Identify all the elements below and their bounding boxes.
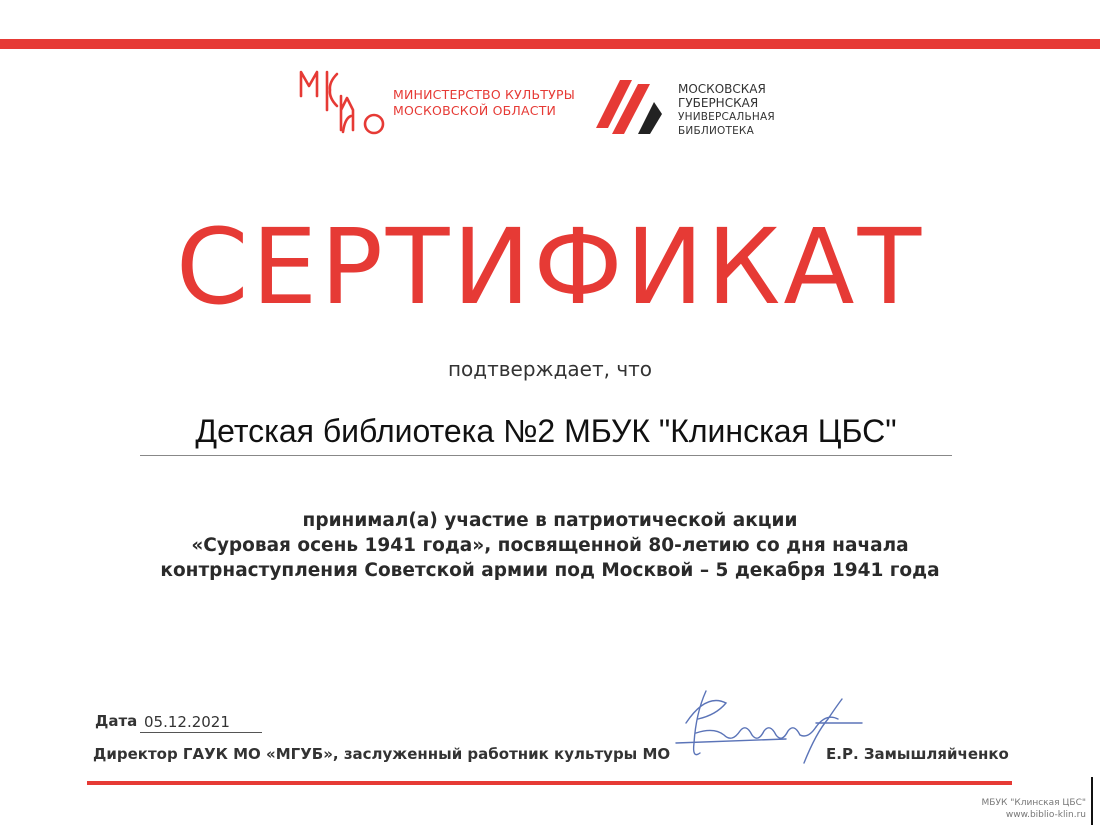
certificate-title: СЕРТИФИКАТ — [175, 206, 925, 328]
ministry-name — [393, 87, 575, 119]
body-line-2: «Суровая осень 1941 года», посвященной 80-летию со дня начала — [191, 535, 909, 556]
library-logo-icon — [594, 78, 666, 136]
certificate-body — [100, 508, 1000, 583]
director-name: Е.Р. Замышляйченко — [826, 745, 1009, 763]
director-title: Директор ГАУК МО «МГУБ», заслуженный работник культуры МО — [93, 745, 671, 763]
library-name-line4: БИБЛИОТЕКА — [678, 125, 754, 137]
body-line-1: принимал(а) участие в патриотической акции — [302, 510, 798, 531]
top-accent-bar — [0, 39, 1100, 49]
ministry-name-line1: МИНИСТЕРСТВО КУЛЬТУРЫ — [393, 87, 575, 102]
confirms-text: подтверждает, что — [447, 357, 653, 381]
watermark-divider — [1091, 777, 1093, 825]
library-name-line2: ГУБЕРНСКАЯ — [678, 96, 759, 110]
library-name-line3: УНИВЕРСАЛЬНАЯ — [678, 111, 775, 123]
date-label: Дата — [95, 712, 138, 730]
library-name-line1: МОСКОВСКАЯ — [678, 82, 766, 96]
recipient-name: Детская библиотека №2 МБУК "Клинская ЦБС" — [195, 413, 897, 449]
ministry-name-line2: МОСКОВСКОЙ ОБЛАСТИ — [393, 103, 557, 118]
library-name — [678, 82, 775, 138]
watermark — [982, 797, 1086, 821]
body-line-3: контрнаступления Советской армии под Москвой – 5 декабря 1941 года — [160, 560, 940, 581]
bottom-accent-bar — [87, 781, 1012, 785]
ministry-logo-icon — [297, 70, 389, 136]
watermark-line2: www.biblio-klin.ru — [1005, 810, 1086, 820]
watermark-line1: МБУК "Клинская ЦБС" — [981, 798, 1086, 808]
recipient-underline — [140, 455, 952, 456]
date-value: 05.12.2021 — [140, 713, 262, 733]
